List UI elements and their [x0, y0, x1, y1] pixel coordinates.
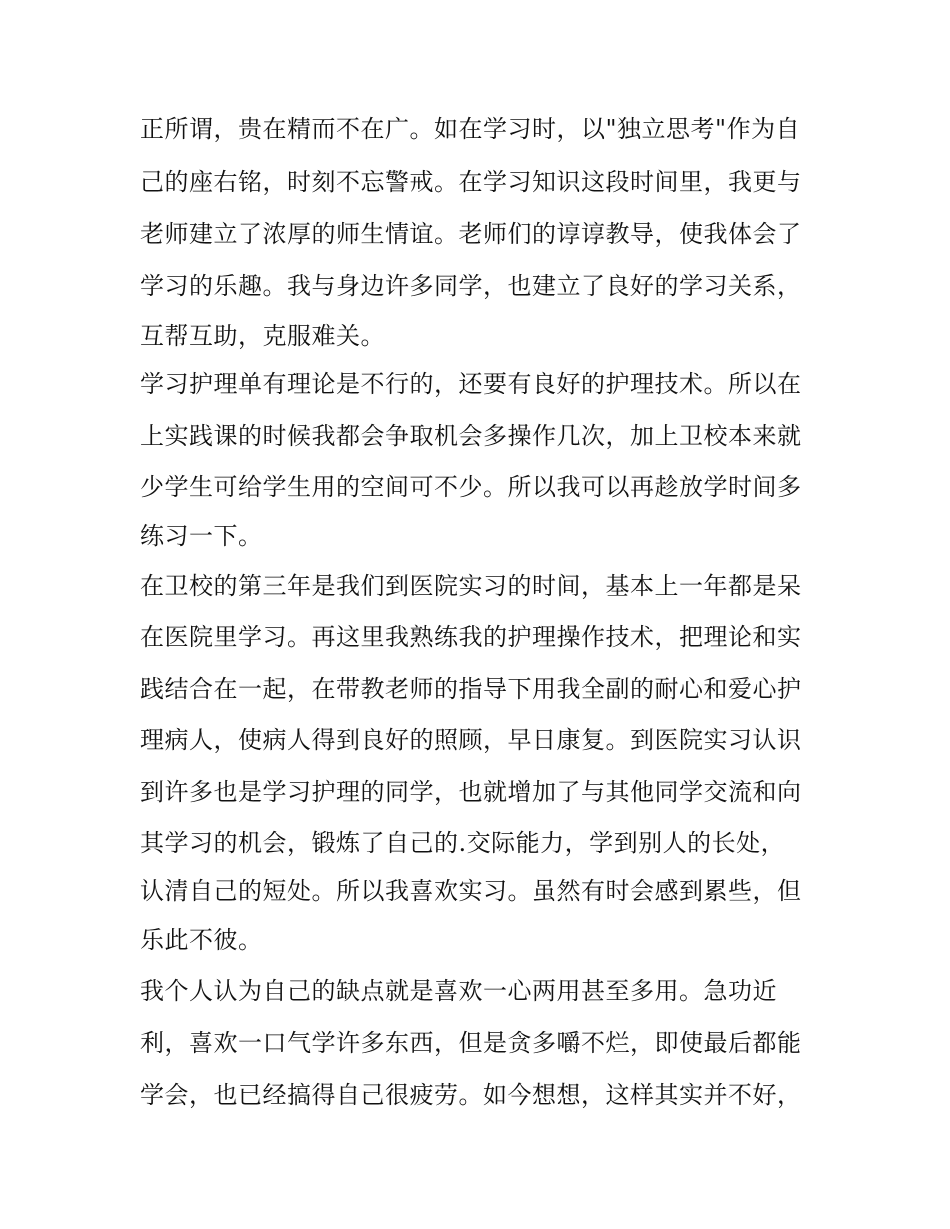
text-line: 利，喜欢一口气学许多东西，但是贪多嚼不烂，即使最后都能	[140, 1029, 802, 1057]
text-line: 到许多也是学习护理的同学，也就增加了与其他同学交流和向	[140, 778, 802, 806]
text-line: 在卫校的第三年是我们到医院实习的时间，基本上一年都是呆	[140, 572, 802, 600]
text-line: 乐此不彼。	[140, 926, 263, 954]
text-line: 认清自己的短处。所以我喜欢实习。虽然有时会感到累些，但	[140, 877, 802, 905]
text-line: 老师建立了浓厚的师生情谊。老师们的谆谆教导，使我体会了	[140, 220, 802, 248]
text-line: 学习的乐趣。我与身边许多同学，也建立了良好的学习关系，	[140, 272, 802, 300]
text-line: 学习护理单有理论是不行的，还要有良好的护理技术。所以在	[140, 370, 802, 398]
text-line: 己的座右铭，时刻不忘警戒。在学习知识这段时间里，我更与	[140, 168, 802, 196]
text-line: 我个人认为自己的缺点就是喜欢一心两用甚至多用。急功近	[140, 977, 777, 1005]
text-line: 练习一下。	[140, 522, 263, 550]
text-line: 少学生可给学生用的空间可不少。所以我可以再趁放学时间多	[140, 473, 802, 501]
text-line: 学会，也已经搞得自己很疲劳。如今想想，这样其实并不好，	[140, 1081, 802, 1109]
text-line: 在医院里学习。再这里我熟练我的护理操作技术，把理论和实	[140, 623, 802, 651]
text-line: 其学习的机会，锻炼了自己的.交际能力，学到别人的长处，	[140, 829, 786, 857]
text-line: 互帮互助，克服难关。	[140, 322, 385, 350]
text-line: 正所谓，贵在精而不在广。如在学习时，以"独立思考"作为自	[140, 115, 801, 143]
text-line: 践结合在一起，在带教老师的指导下用我全副的耐心和爱心护	[140, 675, 802, 703]
text-line: 上实践课的时候我都会争取机会多操作几次，加上卫校本来就	[140, 422, 802, 450]
text-line: 理病人，使病人得到良好的照顾，早日康复。到医院实习认识	[140, 726, 802, 754]
